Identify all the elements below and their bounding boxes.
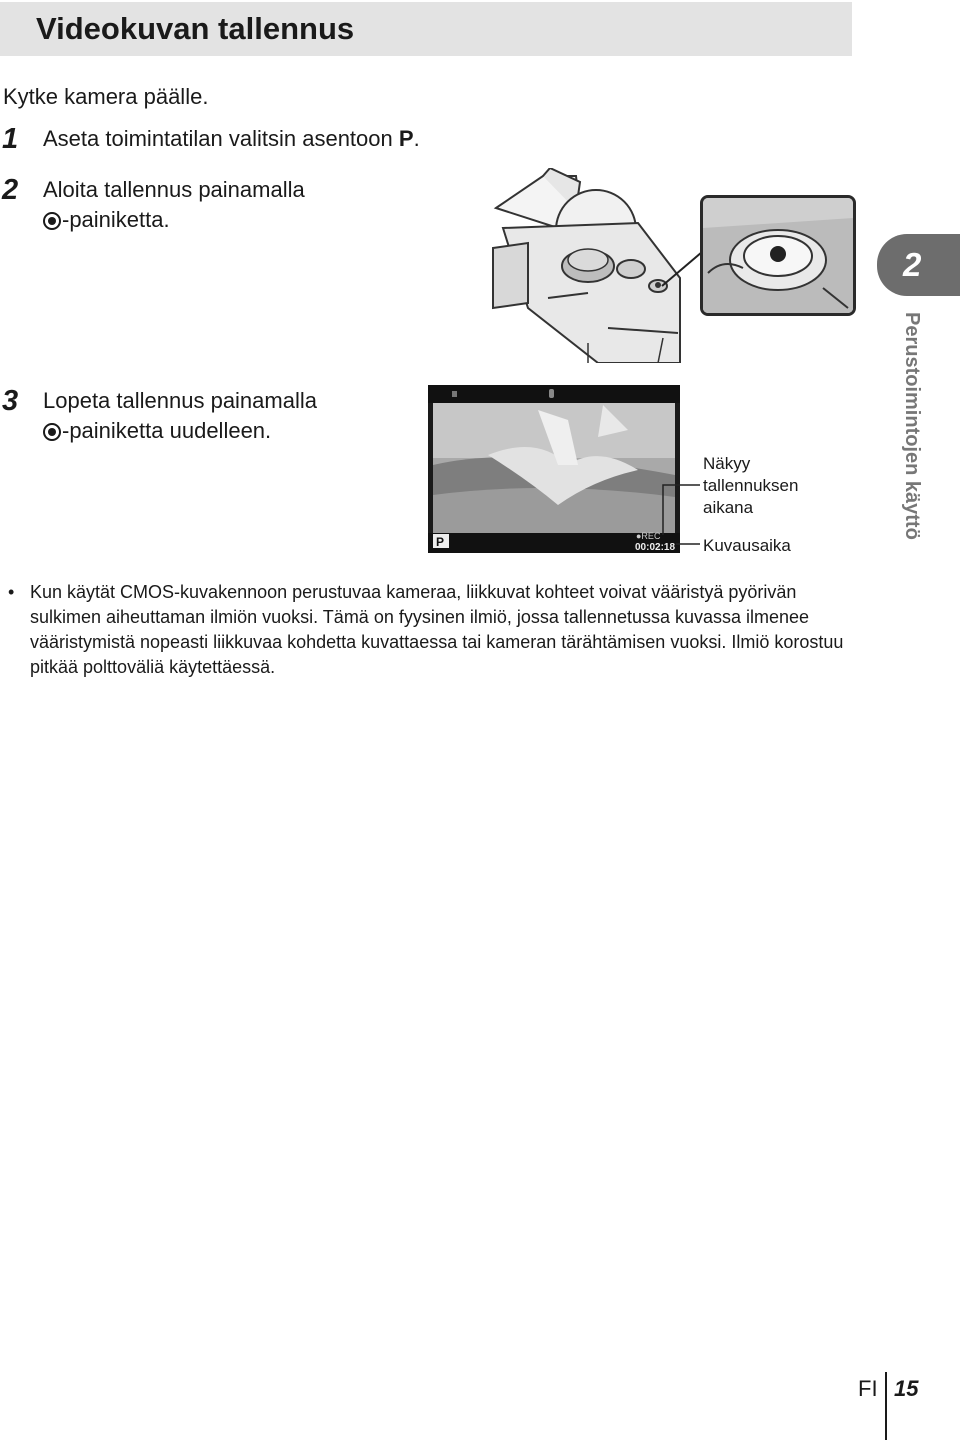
mode-p-icon: P xyxy=(398,126,414,151)
rec-indicator: ●REC xyxy=(636,531,661,541)
chapter-number: 2 xyxy=(903,246,922,283)
movie-button-icon xyxy=(43,212,61,230)
step-number: 1 xyxy=(2,123,19,155)
bullet: • xyxy=(8,582,15,602)
note-paragraph xyxy=(8,580,860,680)
title-bar xyxy=(0,2,852,56)
visible-during-label: Näkyy tallennuksen aikana xyxy=(703,454,799,517)
chapter-title: Perustoimintojen käyttö xyxy=(901,312,923,540)
movie-button-icon xyxy=(43,423,61,441)
step-text: Lopeta tallennus painamalla -painiketta uudelleen. xyxy=(43,388,317,443)
camera-illustration xyxy=(488,168,688,363)
note-text: Kun käytät CMOS-kuvakennoon perustuvaa kameraa, liikkuvat kohteet voivat vääristyä pyörivän sulkimen aiheuttaman ilmiön vuoksi. Tämä on fyysinen ilmiö, jossa tallennetussa kuvassa ilmenee vääristymistä nopeasti liikkuvaa kohdetta kuvattaessa tai kameran tärähtämisen vuoksi. Ilmiö korostuu pitkää polttoväliä käytettäessä. xyxy=(30,582,844,677)
page-title: Videokuvan tallennus xyxy=(36,11,355,46)
movie-button-closeup xyxy=(703,198,853,313)
shooting-time-label: Kuvausaika xyxy=(703,536,791,555)
connector-line xyxy=(660,250,705,290)
footer-divider xyxy=(885,1372,887,1440)
step-number: 3 xyxy=(2,385,19,417)
seagull-photo xyxy=(428,385,680,553)
callout-lines xyxy=(660,480,705,550)
page-number: 15 xyxy=(894,1376,919,1401)
step-text: Aseta toimintatilan valitsin asentoon P. xyxy=(43,126,420,151)
intro-text: Kytke kamera päälle. xyxy=(3,84,209,109)
step-number: 2 xyxy=(2,174,19,206)
footer-language: FI xyxy=(858,1376,878,1401)
mode-indicator: P xyxy=(436,535,445,549)
movie-button-zoom xyxy=(700,195,856,316)
chapter-tab xyxy=(877,234,960,296)
recording-time: 00:02:18 xyxy=(635,542,676,553)
step-text: Aloita tallennus painamalla -painiketta. xyxy=(43,177,305,232)
recording-screen xyxy=(428,385,680,553)
